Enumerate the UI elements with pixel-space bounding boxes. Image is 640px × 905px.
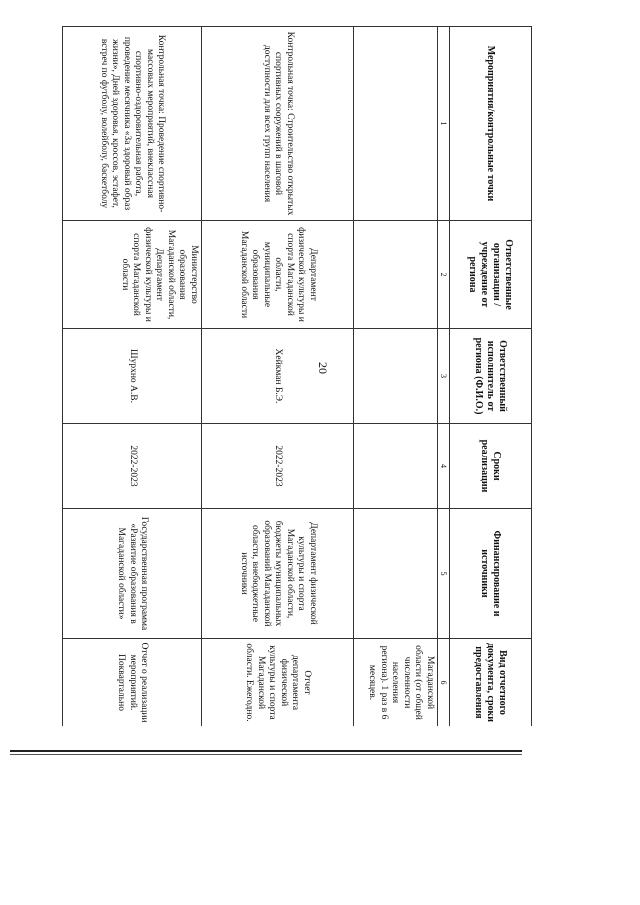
table-cell: Отчет о реализации мероприятий. Поквартально (63, 639, 202, 727)
page-number: 20 (316, 362, 330, 374)
horizontal-rule (10, 754, 522, 755)
rotated-table-area (62, 26, 532, 726)
header-deadlines: Сроки реализации (450, 424, 532, 509)
header-financing: Финансирование и источники (450, 509, 532, 639)
horizontal-rule (10, 750, 522, 752)
column-number: 6 (438, 639, 450, 727)
table-cell: Департамент физической культуры и спорта Магаданской области, муниципальные образования Магаданской области (202, 221, 354, 329)
table-cell: Министерство образования Магаданской области, Департамент физической культуры и спорта Магаданской области (63, 221, 202, 329)
table-cell: Отчет департамента физической культуры и спорта Магаданской области. Ежегодно. (202, 639, 354, 727)
plan-table (62, 26, 532, 726)
table-row (202, 27, 354, 727)
table-row (63, 27, 202, 727)
table-cell (354, 27, 438, 221)
table-cell: Хейкман Б.Э. (202, 329, 354, 424)
table-cell: 2022-2023 (202, 424, 354, 509)
column-number: 1 (438, 27, 450, 221)
table-cell: Контрольная точка: Проведение спортивно-массовых мероприятий, внеклассная спортивно-оздоровительная работа, проведение месячника «За здоровый образ жизни», Дней здоровья, кроссов, эстафет, встреч по футболу, волейболу, баскетболу (63, 27, 202, 221)
column-number: 2 (438, 221, 450, 329)
table-row (354, 27, 438, 727)
column-number: 5 (438, 509, 450, 639)
header-executor: Ответственный исполнитель от региона (Ф.И.О.) (450, 329, 532, 424)
table-cell (354, 424, 438, 509)
table-cell: Департамент физической культуры и спорта Магаданской области, бюджеты муниципальных образований Магаданской области, внебюджетные источники (202, 509, 354, 639)
table-cell: Шурхно А.В. (63, 329, 202, 424)
column-number: 4 (438, 424, 450, 509)
table-cell (354, 329, 438, 424)
table-cell (354, 221, 438, 329)
header-row (450, 27, 532, 727)
table-cell: Магаданской области (от общей численности населения региона). 1 раз в 6 месяцев. (354, 639, 438, 727)
header-activities: Мероприятия/контрольные точки (450, 27, 532, 221)
column-number-row (438, 27, 450, 727)
table-cell: Контрольная точка: Строительство открытых спортивных сооружений в шаговой доступности для всех групп населения (202, 27, 354, 221)
header-report-type: Вид отчетного документа, сроки предоставления (450, 639, 532, 727)
rotated-table-container (62, 26, 532, 726)
column-number: 3 (438, 329, 450, 424)
table-cell: Государственная программа «Развитие образования в Магаданской области» (63, 509, 202, 639)
header-organizations: Ответственные организации / учреждение от региона (450, 221, 532, 329)
table-cell: 2022-2023 (63, 424, 202, 509)
table-cell (354, 509, 438, 639)
